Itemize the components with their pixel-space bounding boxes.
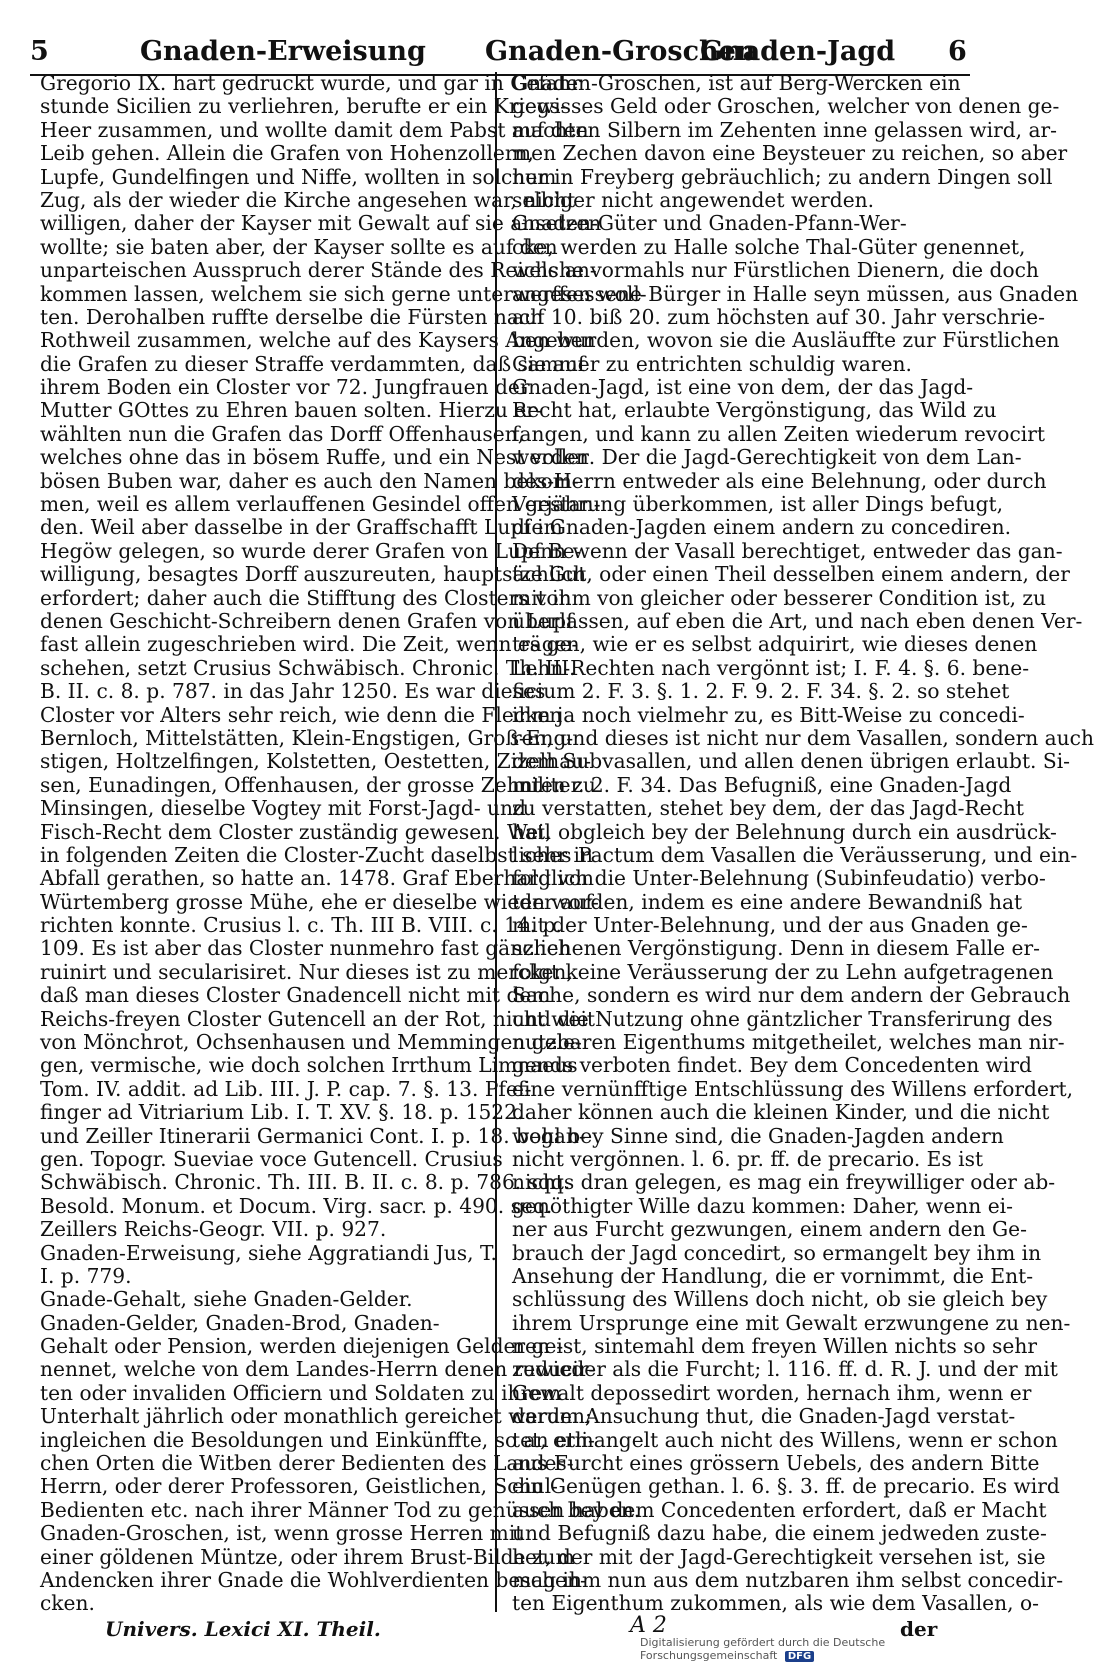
right-column-line: folgt keine Veräusserung der zu Lehn aufgetragenen xyxy=(512,959,1054,984)
left-column-line: unparteischen Ausspruch derer Stände des Reichs an- xyxy=(40,258,597,283)
left-column-line: Abfall gerathen, so hatte an. 1478. Graf Eberhard von xyxy=(40,866,594,891)
left-column-line: B. II. c. 8. p. 787. in das Jahr 1250. Es war dieses xyxy=(40,679,546,704)
right-column-line: fangen, und kann zu allen Zeiten wiederum revocirt xyxy=(512,421,1045,446)
right-column-line: Ansehung der Handlung, die er vornimmt, die Ent- xyxy=(512,1263,1034,1288)
left-column-line: cken. xyxy=(40,1591,95,1616)
left-column-line: finger ad Vitriarium Lib. I. T. XV. §. 18. p. 1522. xyxy=(40,1100,524,1125)
left-column-line: Gnaden-Gelder, Gnaden-Brod, Gnaden- xyxy=(40,1310,440,1335)
left-column-line: bösen Buben war, daher es auch den Namen bekom- xyxy=(40,468,579,493)
right-column-line: angesessene Bürger in Halle seyn müssen, aus Gnaden xyxy=(512,281,1079,306)
left-column-line: den. Weil aber dasselbe in der Graffschafft Lupf im xyxy=(40,515,563,540)
left-column-line: richten konnte. Crusius l. c. Th. III B. VIII. c. 14. p. xyxy=(40,913,562,938)
left-column-line: men, weil es allem verlauffenen Gesindel offen gestan- xyxy=(40,492,601,517)
left-column-line: stunde Sicilien zu verliehren, berufte er ein Kriegs- xyxy=(40,94,567,119)
right-column-line: Cammer zu entrichten schuldig waren. xyxy=(512,351,912,376)
left-column-line: Bernloch, Mittelstätten, Klein-Engstigen, Groß-Eng- xyxy=(40,725,574,750)
left-page-number: 5 xyxy=(30,36,49,67)
right-column-line: folglich die Unter-Belehnung (Subinfeudatio) verbo- xyxy=(512,866,1046,891)
left-column-line: erfordert; daher auch die Stifftung des Closters von xyxy=(40,585,572,610)
right-column-line: auch bey dem Concedenten erfordert, daß er Macht xyxy=(512,1497,1047,1522)
right-column-line: het, der mit der Jagd-Gerechtigkeit versehen ist, sie xyxy=(512,1544,1046,1569)
right-column-line: nutzbaren Eigenthums mitgetheilet, welches man nir- xyxy=(512,1030,1065,1055)
right-column-line: darum Ansuchung thut, die Gnaden-Jagd verstat- xyxy=(512,1404,1016,1429)
right-column-line: ren, und dieses ist nicht nur dem Vasallen, sondern auch xyxy=(512,725,1094,750)
left-column-line: Besold. Monum. et Docum. Virg. sacr. p. 490. seq. xyxy=(40,1193,553,1218)
right-column-line: Lehn-Rechten nach vergönnt ist; I. F. 4. §. 6. bene- xyxy=(512,655,1030,680)
left-column-line: gen, vermische, wie doch solchen Irrthum Limnaeus xyxy=(40,1053,578,1078)
left-column-line: einer göldenen Müntze, oder ihrem Brust-Bilde zum xyxy=(40,1544,575,1569)
left-column-line: stigen, Holtzelfingen, Kolstetten, Oestetten, Zizelhau- xyxy=(40,749,592,774)
left-column-line: willigen, daher der Kayser mit Gewalt auf sie ansetzen xyxy=(40,211,602,236)
right-column-line: selbiger nicht angewendet werden. xyxy=(512,187,875,212)
left-column-line: nennet, welche von dem Landes-Herrn denen reducir- xyxy=(40,1357,596,1382)
right-column-line: schlüssung des Willens doch nicht, ob sie gleich bey xyxy=(512,1287,1048,1312)
right-column-line: mit ihm von gleicher oder besserer Condition ist, zu xyxy=(512,585,1047,610)
digitization-credit xyxy=(640,1636,1000,1662)
right-column-line: hat, obgleich bey der Belehnung durch ein ausdrück- xyxy=(512,819,1057,844)
right-running-title-2: Gnaden-Jagd xyxy=(700,36,896,67)
left-column-line: Andencken ihrer Gnade die Wohlverdienten beschen- xyxy=(40,1568,587,1592)
right-column-line: Verjährung überkommen, ist aller Dings befugt, xyxy=(512,492,1004,517)
left-column-line: ten oder invaliden Officiern und Soldaten zu ihrem xyxy=(40,1380,562,1405)
right-column-line: men Zechen davon eine Beysteuer zu reichen, so aber xyxy=(512,141,1068,166)
left-column-line: Gregorio IX. hart gedruckt wurde, und gar in Gefahr xyxy=(40,71,581,95)
right-column-line: des-Herrn entweder als eine Belehnung, oder durch xyxy=(512,468,1047,493)
left-column-line: daß man dieses Closter Gnadencell nicht mit dem xyxy=(40,983,551,1008)
left-column-line: ten. Derohalben ruffte derselbe die Fürsten nach xyxy=(40,304,544,329)
right-column-line: und Befugniß dazu habe, die einem jedweden zuste- xyxy=(512,1521,1047,1546)
right-column-line: nur in Freyberg gebräuchlich; zu andern Dingen soll xyxy=(512,164,1053,189)
right-column-line: trägen, wie er es selbst adquirirt, wie dieses denen xyxy=(512,632,1038,657)
right-column-line: auf 10. biß 20. zum höchsten auf 30. Jahr verschrie- xyxy=(512,304,1045,329)
left-column-line: sen, Eunadingen, Offenhausen, der grosse Zehnten zu xyxy=(40,772,596,797)
right-column-line: wohl bey Sinne sind, die Gnaden-Jagden andern xyxy=(512,1123,1004,1148)
left-column-line: Tom. IV. addit. ad Lib. III. J. P. cap. 7. §. 13. Pfef- xyxy=(40,1076,532,1101)
right-column-line: gends verboten findet. Bey dem Concedenten wird xyxy=(512,1053,1032,1078)
left-column-line: welches ohne das in bösem Ruffe, und ein Nest voller xyxy=(40,445,589,470)
dfg-logo: DFG xyxy=(785,1651,814,1662)
left-column-line: Rothweil zusammen, welche auf des Kaysers Angeben xyxy=(40,328,596,353)
left-column-line: fast allein zugeschrieben wird. Die Zeit, wenn es ge- xyxy=(40,632,579,657)
right-column-line: zu verstatten, stehet bey dem, der das Jagd-Recht xyxy=(512,796,1025,821)
left-column-line: chen Orten die Witben derer Bedienten des Landes- xyxy=(40,1451,574,1476)
right-running-title-1: Gnaden-Groschen xyxy=(485,36,756,67)
left-column-line: von Mönchrot, Ochsenhausen und Memmingen gele- xyxy=(40,1030,582,1055)
left-column-line: Schwäbisch. Chronic. Th. III. B. II. c. 8. p. 786. sqq. xyxy=(40,1170,571,1195)
right-column-line: ten worden, indem es eine andere Bewandniß hat xyxy=(512,889,1023,914)
left-column-line: Zeillers Reichs-Geogr. VII. p. 927. xyxy=(40,1217,387,1242)
left-column-line: 109. Es ist aber das Closter nunmehro fast gänzlich xyxy=(40,936,572,961)
left-column-line: und Zeiller Itinerarii Germanici Cont. I. p. 18. began- xyxy=(40,1123,586,1148)
left-column-line: Würtemberg grosse Mühe, ehe er dieselbe wieder auf- xyxy=(40,889,599,914)
right-column-line: nichts dran gelegen, es mag ein freywilliger oder ab- xyxy=(512,1170,1056,1195)
right-column-line: Sache, sondern es wird nur dem andern der Gebrauch xyxy=(512,983,1071,1008)
catchword: der xyxy=(900,1617,938,1641)
left-column-line: wollte; sie baten aber, der Kayser sollte es auf den xyxy=(40,234,558,259)
left-column-line: Hegöw gelegen, so wurde derer Grafen von Lupf Be- xyxy=(40,538,582,563)
right-column-line: zuwieder als die Furcht; l. 116. ff. d. R. J. und der mit xyxy=(512,1357,1058,1382)
right-column-line: ner aus Furcht gezwungen, einem andern den Ge- xyxy=(512,1217,1027,1242)
left-column-line: Unterhalt jährlich oder monathlich gereichet werden; xyxy=(40,1404,592,1429)
right-column-line: tet, ermangelt auch nicht des Willens, wenn er schon xyxy=(512,1427,1058,1452)
left-column-line: die Grafen zu dieser Straffe verdammten, daß sie auf xyxy=(40,351,586,376)
left-column-line: wählten nun die Grafen das Dorff Offenhausen, xyxy=(40,421,525,446)
left-column-line: Closter vor Alters sehr reich, wie denn die Flecken xyxy=(40,702,563,727)
right-column-line: cke, werden zu Halle solche Thal-Güter genennet, xyxy=(512,234,1026,259)
left-column-line: Leib gehen. Allein die Grafen von Hohenzollern, xyxy=(40,141,534,166)
right-column-line: aus Furcht eines grössern Uebels, des andern Bitte xyxy=(512,1451,1040,1476)
right-column-line: militer. 2. F. 34. Das Befugniß, eine Gnaden-Jagd xyxy=(512,772,1012,797)
signature-mark-left: Univers. Lexici XI. Theil. xyxy=(105,1617,381,1641)
right-column-line: machten Silbern im Zehenten inne gelassen wird, ar- xyxy=(512,117,1057,142)
right-column-line: eine vernünfftige Entschlüssung des Willens erfordert, xyxy=(512,1076,1074,1101)
right-column-line: ten Eigenthum zukommen, als wie dem Vasallen, o- xyxy=(512,1591,1039,1616)
right-column-line: ficium 2. F. 3. §. 1. 2. F. 9. 2. F. 34. §. 2. so stehet xyxy=(512,679,1010,704)
right-column-line: ihm ja noch vielmehr zu, es Bitt-Weise zu concedi- xyxy=(512,702,1025,727)
left-column-line: Gnaden-Groschen, ist, wenn grosse Herren mit xyxy=(40,1521,524,1546)
right-column-line: überlassen, auf eben die Art, und nach eben denen Ver- xyxy=(512,608,1083,633)
left-column-line: Reichs-freyen Closter Gutencell an der Rot, nicht weit xyxy=(40,1006,596,1031)
running-header xyxy=(30,28,970,72)
right-column-line: liches Pactum dem Vasallen die Veräusserung, und ein- xyxy=(512,842,1078,867)
right-column-line: tze Gut, oder einen Theil desselben einem andern, der xyxy=(512,562,1070,587)
right-column-line: dem Subvasallen, und allen denen übrigen erlaubt. Si- xyxy=(512,749,1070,774)
right-column-line: gewisses Geld oder Groschen, welcher von denen ge- xyxy=(512,94,1060,119)
left-running-title: Gnaden-Erweisung xyxy=(140,36,426,67)
right-column-line: mit der Unter-Belehnung, und der aus Gnaden ge- xyxy=(512,913,1028,938)
left-column-line: schehen, setzt Crusius Schwäbisch. Chronic. Th. III. xyxy=(40,655,576,680)
right-column-line: nen ist, sintemahl dem freyen Willen nichts so sehr xyxy=(512,1334,1038,1359)
left-column-line: ruinirt und secularisiret. Nur dieses ist zu mercken, xyxy=(40,959,573,984)
right-column-line: welche vormahls nur Fürstlichen Dienern, die doch xyxy=(512,258,1039,283)
left-column-line: Gnade-Gehalt, siehe Gnaden-Gelder. xyxy=(40,1287,413,1312)
left-column-line: Herrn, oder derer Professoren, Geistlichen, Schul- xyxy=(40,1474,558,1499)
left-column-line: ihrem Boden ein Closter vor 72. Jungfrauen der xyxy=(40,375,530,400)
right-column-line: brauch der Jagd concedirt, so ermangelt bey ihm in xyxy=(512,1240,1042,1265)
right-column-line: Gnaden-Jagd, ist eine von dem, der das Jagd- xyxy=(512,375,974,400)
left-column-line: Gnaden-Erweisung, siehe Aggratiandi Jus, T. xyxy=(40,1240,497,1265)
left-column-line: gen. Topogr. Sueviae voce Gutencell. Crusius xyxy=(40,1146,503,1171)
right-column-line: Gnaden-Groschen, ist auf Berg-Wercken ein xyxy=(512,71,961,95)
left-column-line: Fisch-Recht dem Closter zuständig gewesen. Weil xyxy=(40,819,551,844)
left-column-line: Lupfe, Gundelfingen und Niffe, wollten in solchem xyxy=(40,164,557,189)
left-column-line: I. p. 779. xyxy=(40,1263,132,1288)
left-column-line: Minsingen, dieselbe Vogtey mit Forst-Jagd- und xyxy=(40,796,526,821)
right-column-line: Gnaden-Güter und Gnaden-Pfann-Wer- xyxy=(512,211,907,236)
right-column-line: ihrem Ursprunge eine mit Gewalt erzwungene zu nen- xyxy=(512,1310,1071,1335)
right-column-line: werden. Der die Jagd-Gerechtigkeit von dem Lan- xyxy=(512,445,1022,470)
credit-text: Digitalisierung gefördert durch die Deutsche Forschungsgemeinschaft xyxy=(640,1636,886,1662)
left-column-line: ingleichen die Besoldungen und Einkünffte, so an etli- xyxy=(40,1427,595,1452)
right-column-line: mag ihm nun aus dem nutzbaren ihm selbst concedir- xyxy=(512,1568,1064,1592)
left-column-line: kommen lassen, welchem sie sich gerne unterwerffen woll- xyxy=(40,281,647,306)
right-column-line: schehenen Vergönstigung. Denn in diesem Falle er- xyxy=(512,936,1040,961)
left-column-line: Bedienten etc. nach ihrer Männer Tod zu genüssen haben. xyxy=(40,1497,641,1522)
right-text-column xyxy=(512,71,1094,1616)
left-text-column xyxy=(40,71,647,1616)
left-column-line: denen Geschicht-Schreibern denen Grafen von Lupf xyxy=(40,608,574,633)
right-column-line: genöthigter Wille dazu kommen: Daher, wenn ei- xyxy=(512,1193,1013,1218)
right-column-line: ben wurden, wovon sie die Ausläuffte zur Fürstlichen xyxy=(512,328,1060,353)
right-column-line: und die Nutzung ohne gäntzlicher Transferirung des xyxy=(512,1006,1053,1031)
right-column-line: die Gnaden-Jagden einem andern zu concediren. xyxy=(512,515,1011,540)
left-column-line: Mutter GOttes zu Ehren bauen solten. Hierzu er- xyxy=(40,398,543,423)
right-column-line: ein Genügen gethan. l. 6. §. 3. ff. de precario. Es wird xyxy=(512,1474,1060,1499)
signature-mark-right: A 2 xyxy=(630,1613,667,1638)
right-column-line: nicht vergönnen. l. 6. pr. ff. de precario. Es ist xyxy=(512,1146,984,1171)
right-column-line: Gewalt depossedirt worden, hernach ihm, wenn er xyxy=(512,1380,1032,1405)
right-page-number: 6 xyxy=(948,36,967,67)
left-column-line: Heer zusammen, und wollte damit dem Pabst auf den xyxy=(40,117,589,142)
column-divider xyxy=(495,72,497,1612)
left-column-line: in folgenden Zeiten die Closter-Zucht daselbst sehr in xyxy=(40,842,593,867)
right-column-line: daher können auch die kleinen Kinder, und die nicht xyxy=(512,1100,1050,1125)
left-column-line: Gehalt oder Pension, werden diejenigen Gelder ge- xyxy=(40,1334,564,1359)
left-column-line: Zug, als der wieder die Kirche angesehen war, nicht xyxy=(40,187,576,212)
right-column-line: Recht hat, erlaubte Vergönstigung, das Wild zu xyxy=(512,398,997,423)
left-column-line: willigung, besagtes Dorff auszureuten, hauptsächlich xyxy=(40,562,587,587)
right-column-line: Denn wenn der Vasall berechtiget, entweder das gan- xyxy=(512,538,1063,563)
